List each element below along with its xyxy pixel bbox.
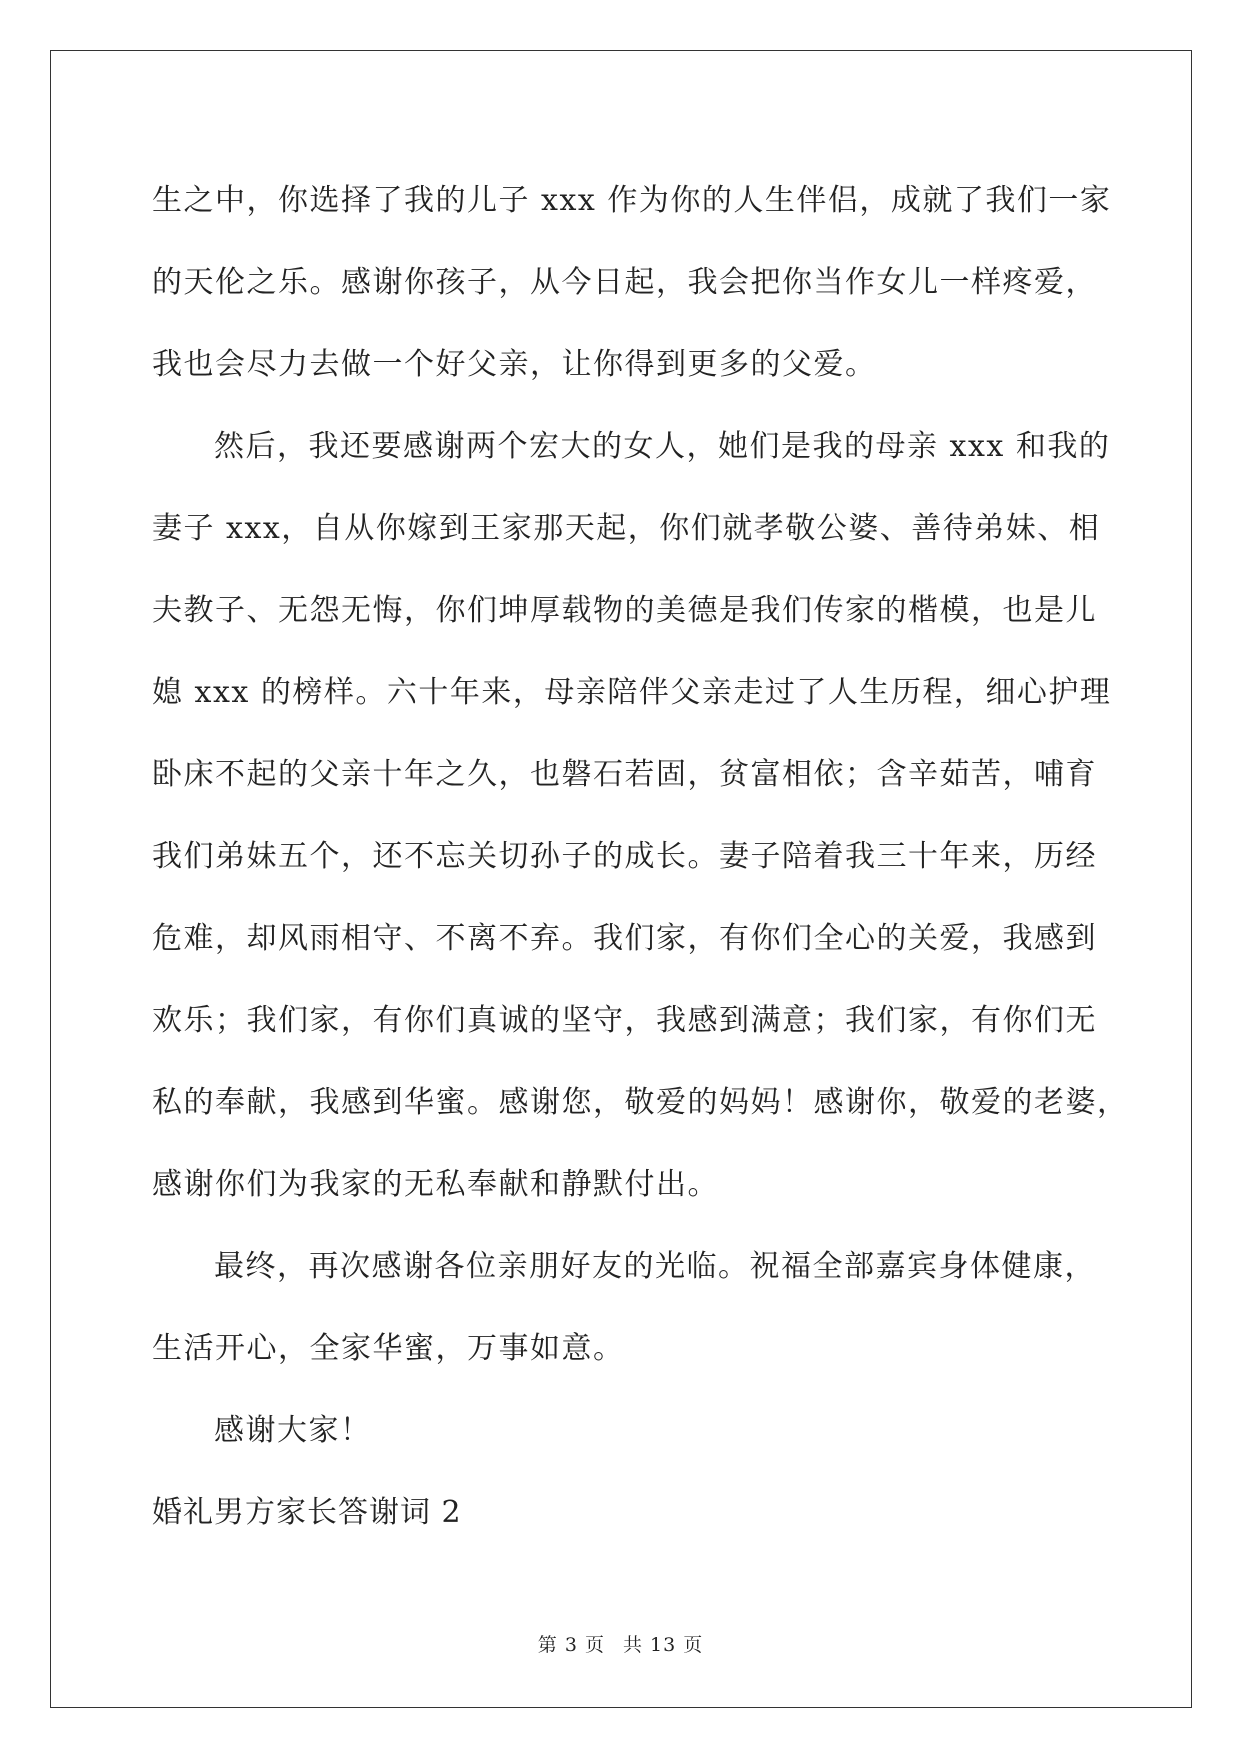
page-number: 第 3 页 (537, 1634, 605, 1656)
text-line: 的天伦之乐。感谢你孩子，从今日起，我会把你当作女儿一样疼爱， (152, 265, 1097, 300)
text-line: 夫教子、无怨无悔，你们坤厚载物的美德是我们传家的楷模，也是儿 (152, 593, 1097, 628)
text-line: 妻子 xxx，自从你嫁到王家那天起，你们就孝敬公婆、善待弟妹、相 (152, 511, 1101, 546)
text-line: 我也会尽力去做一个好父亲，让你得到更多的父爱。 (152, 347, 877, 382)
text-line: 我们弟妹五个，还不忘关切孙子的成长。妻子陪着我三十年来，历经 (152, 839, 1097, 874)
paragraph-start: 然后，我还要感谢两个宏大的女人，她们是我的母亲 xxx 和我的 (214, 429, 1111, 464)
text-line: 生之中，你选择了我的儿子 xxx 作为你的人生伴侣，成就了我们一家 (152, 183, 1112, 218)
document-body (152, 160, 1129, 1554)
text-line: 私的奉献，我感到华蜜。感谢您，敬爱的妈妈！感谢你，敬爱的老婆， (152, 1085, 1129, 1120)
section-heading: 婚礼男方家长答谢词 2 (152, 1495, 462, 1530)
text-line: 欢乐；我们家，有你们真诚的坚守，我感到满意；我们家，有你们无 (152, 1003, 1097, 1038)
text-line: 危难，却风雨相守、不离不弃。我们家，有你们全心的关爱，我感到 (152, 921, 1097, 956)
paragraph-start: 感谢大家！ (214, 1413, 372, 1448)
text-line: 感谢你们为我家的无私奉献和静默付出。 (152, 1167, 719, 1202)
page-total: 共 13 页 (622, 1634, 704, 1656)
text-line: 媳 xxx 的榜样。六十年来，母亲陪伴父亲走过了人生历程，细心护理 (152, 675, 1112, 710)
text-line: 生活开心，全家华蜜，万事如意。 (152, 1331, 625, 1366)
paragraph-start: 最终，再次感谢各位亲朋好友的光临。祝福全部嘉宾身体健康， (214, 1249, 1096, 1284)
text-line: 卧床不起的父亲十年之久，也磐石若固，贫富相依；含辛茹苦，哺育 (152, 757, 1097, 792)
page-footer (0, 1630, 1241, 1657)
